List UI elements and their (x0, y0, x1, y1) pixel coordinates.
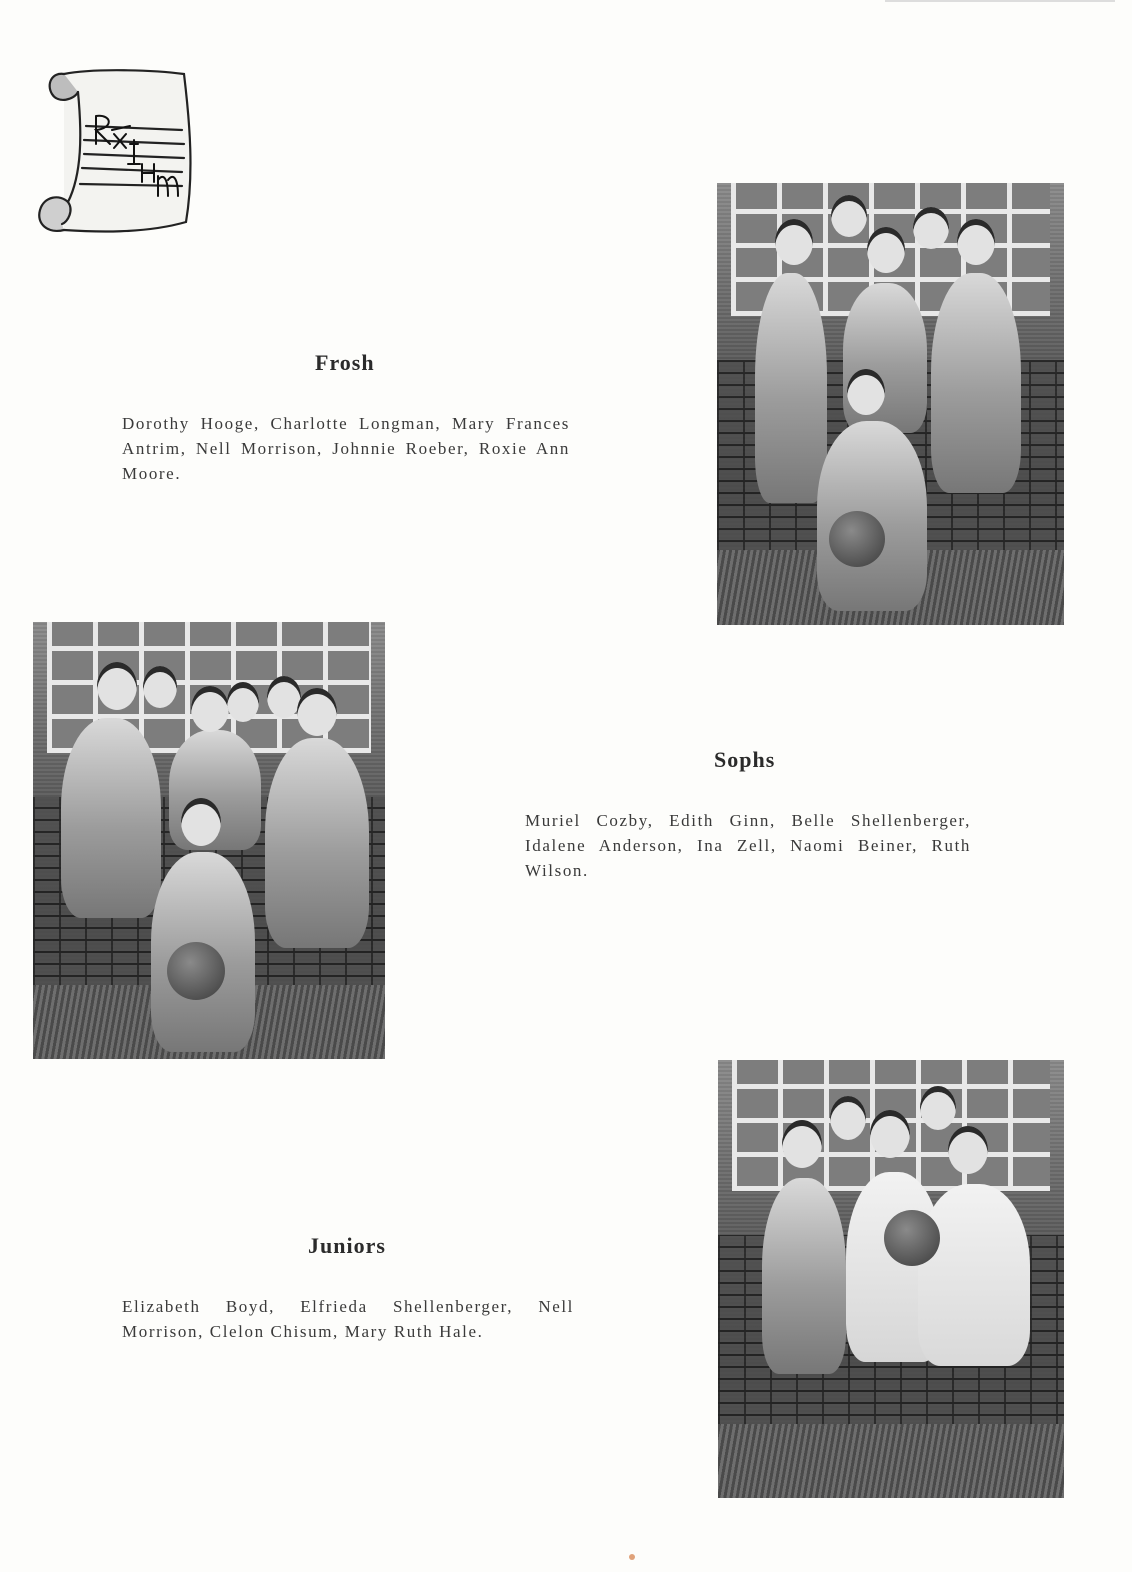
rhythm-scroll-logo (34, 64, 200, 242)
sophs-names: Muriel Cozby, Edith Ginn, Belle Shellenberger, Idalene Anderson, Ina Zell, Naomi Beiner, Ruth Wilson. (525, 811, 971, 880)
frosh-team-photo (717, 183, 1064, 625)
scroll-icon (39, 70, 190, 231)
sophs-heading: Sophs (714, 747, 776, 772)
sophs-team-photo (33, 622, 385, 1059)
page-mark (629, 1554, 635, 1560)
frosh-names: Dorothy Hooge, Charlotte Longman, Mary Frances Antrim, Nell Morrison, Johnnie Roeber, Roxie Ann Moore. (122, 414, 570, 483)
juniors-names: Elizabeth Boyd, Elfrieda Shellenberger, Nell Morrison, Clelon Chisum, Mary Ruth Hale. (122, 1297, 574, 1341)
page-edge-line (885, 0, 1115, 2)
juniors-heading: Juniors (308, 1233, 386, 1258)
juniors-team-photo (718, 1060, 1064, 1498)
frosh-heading: Frosh (315, 350, 375, 375)
